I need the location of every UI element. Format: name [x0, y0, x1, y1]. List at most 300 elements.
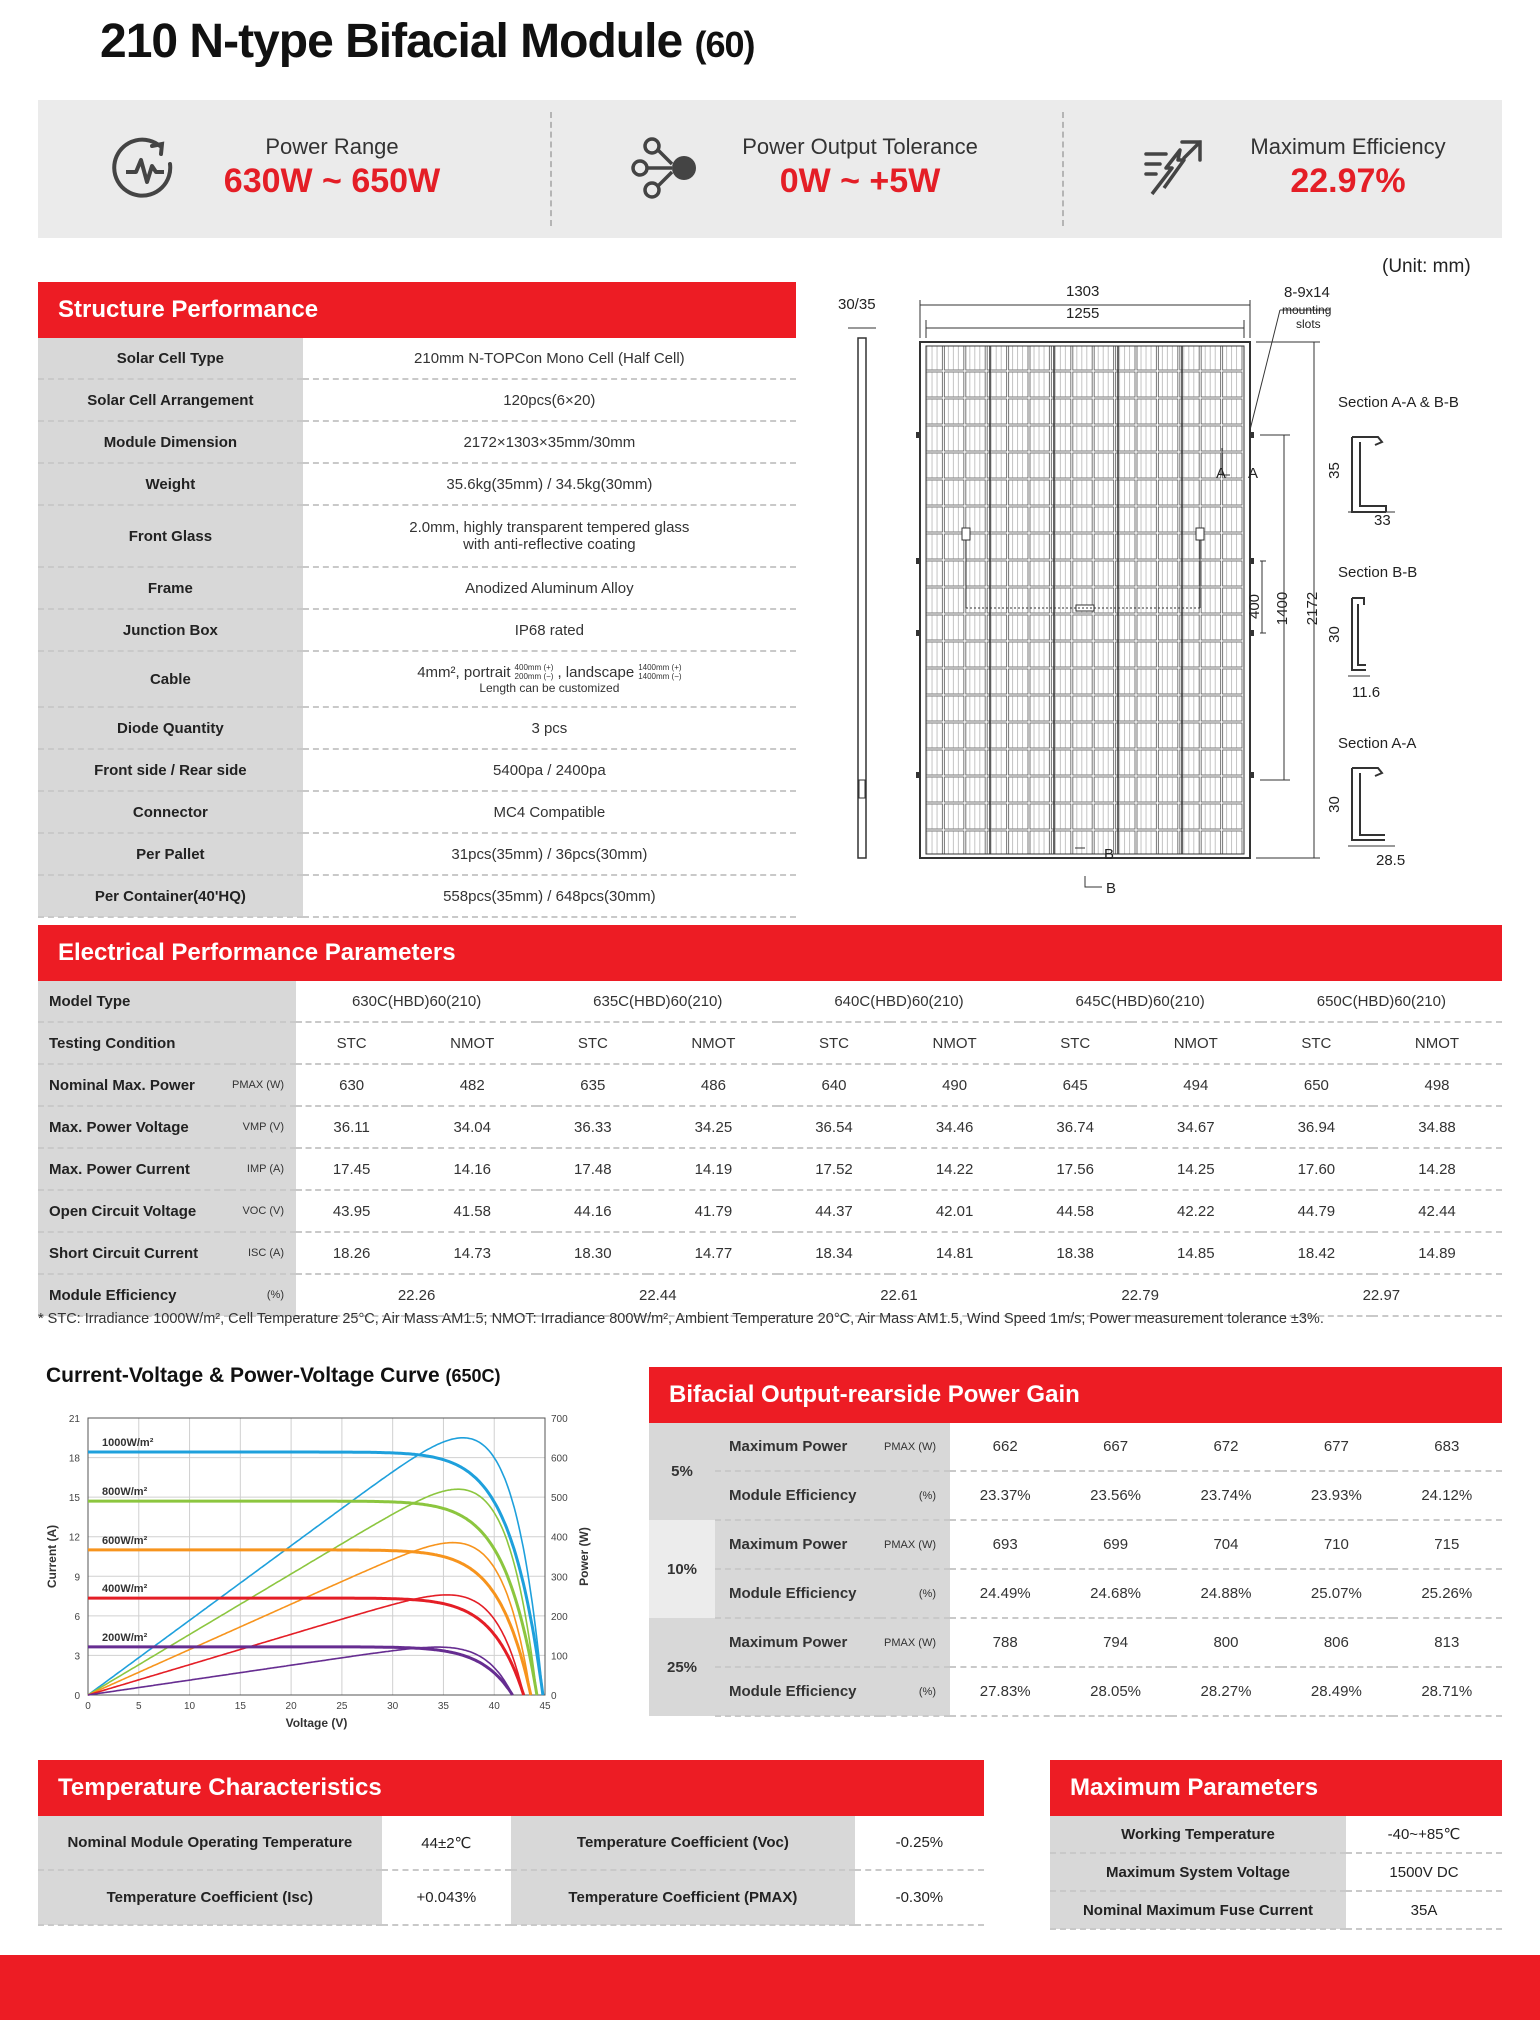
- gain-label: 5%: [649, 1423, 715, 1520]
- y-tick-label: 9: [74, 1572, 80, 1584]
- value-cell: 715: [1392, 1520, 1502, 1569]
- eff-cell: 22.26: [296, 1274, 537, 1316]
- row-value: 210mm N-TOPCon Mono Cell (Half Cell): [303, 338, 796, 379]
- side-dim-label: 30/35: [838, 296, 876, 313]
- value-cell: 34.88: [1372, 1106, 1502, 1148]
- chart-title-text: Current-Voltage & Power-Voltage Curve: [46, 1364, 440, 1387]
- value-cell: 800: [1171, 1618, 1281, 1667]
- row-unit: PMAX (W): [880, 1423, 950, 1471]
- table-row: [38, 1022, 1502, 1064]
- cond-cell: NMOT: [1131, 1022, 1261, 1064]
- temperature-header: Temperature Characteristics: [38, 1760, 984, 1816]
- section-height: 30: [1325, 626, 1343, 643]
- value-cell: 17.52: [778, 1148, 889, 1190]
- row-unit: IMP (A): [230, 1148, 296, 1190]
- kpi-tolerance: [550, 100, 1062, 238]
- pv-curve-3: [88, 1595, 524, 1695]
- value-cell: 788: [950, 1618, 1060, 1667]
- row-key: Weight: [38, 463, 303, 505]
- iv-curve-2: [88, 1550, 531, 1695]
- value-cell: 650: [1261, 1064, 1372, 1106]
- series-label: 200W/m²: [102, 1631, 148, 1644]
- table-row: [38, 707, 796, 749]
- value-cell: 43.95: [296, 1190, 407, 1232]
- series-label: 800W/m²: [102, 1486, 148, 1499]
- row-key: Frame: [38, 567, 303, 609]
- page-title: [100, 14, 755, 69]
- table-row: [1050, 1891, 1502, 1929]
- row-value: 31pcs(35mm) / 36pcs(30mm): [303, 833, 796, 875]
- cond-cell: NMOT: [890, 1022, 1020, 1064]
- value-cell: 23.74%: [1171, 1471, 1281, 1520]
- model-name: 650C(HBD)60(210): [1261, 981, 1502, 1022]
- height-mount-label: 1400: [1274, 591, 1292, 626]
- table-row: [38, 1148, 1502, 1190]
- eff-cell: 22.61: [778, 1274, 1019, 1316]
- row-key: Temperature Coefficient (Voc): [511, 1816, 855, 1870]
- cable-portrait-bottom: 200mm (−): [514, 672, 554, 681]
- model-name: 640C(HBD)60(210): [778, 981, 1019, 1022]
- chart-title: [46, 1364, 501, 1388]
- cond-cell: NMOT: [1372, 1022, 1502, 1064]
- section-mark-b: B: [1104, 846, 1115, 863]
- value-cell: 18.42: [1261, 1232, 1372, 1274]
- row-key: Cable: [38, 651, 303, 707]
- row-value: [303, 651, 796, 707]
- section-title: Section A-A: [1338, 735, 1417, 752]
- value-cell: 14.19: [648, 1148, 778, 1190]
- row-value: 3 pcs: [303, 707, 796, 749]
- x-tick-label: 40: [488, 1701, 500, 1712]
- row-value: 120pcs(6×20): [303, 379, 796, 421]
- table-row: [38, 1816, 984, 1870]
- value-cell: 704: [1171, 1520, 1281, 1569]
- row-key: Temperature Coefficient (Isc): [38, 1870, 382, 1925]
- table-row: [38, 791, 796, 833]
- table-row: [38, 981, 1502, 1022]
- y-tick-label: 18: [68, 1453, 80, 1465]
- cable-landscape-bottom: 1400mm (−): [638, 672, 682, 681]
- table-row: [38, 1870, 984, 1925]
- row-value: [303, 505, 796, 567]
- y-tick-label: 6: [74, 1611, 80, 1623]
- value-cell: 14.77: [648, 1232, 778, 1274]
- width-inner-label: 1255: [1066, 305, 1100, 322]
- row-value: 44±2℃: [382, 1816, 511, 1870]
- row-key: Maximum Power: [715, 1423, 880, 1471]
- y-axis-label: Current (A): [45, 1524, 59, 1589]
- efficiency-arrow-icon: [1142, 138, 1204, 198]
- value-cell: 25.26%: [1392, 1569, 1502, 1618]
- value-cell: 44.37: [778, 1190, 889, 1232]
- row-key: Module Efficiency: [715, 1667, 880, 1716]
- footnote: * STC: Irradiance 1000W/m², Cell Temperature 25°C, Air Mass AM1.5; NMOT: Irradiance 800W/m², Ambient Temperature 20°C, Air Mass AM1.5, Wind Speed 1m/s; Power measurement tolerance ±3%.: [38, 1311, 1324, 1327]
- table-row: [38, 421, 796, 463]
- power-pulse-icon: [112, 136, 178, 202]
- table-row: [38, 833, 796, 875]
- value-cell: 693: [950, 1520, 1060, 1569]
- cell-grid: [926, 346, 1244, 854]
- title-suffix: (60): [694, 24, 755, 65]
- maximum-header: Maximum Parameters: [1050, 1760, 1502, 1816]
- y-tick-label: 21: [68, 1414, 80, 1425]
- cond-cell: STC: [1261, 1022, 1372, 1064]
- slots-label: 8-9x14: [1284, 284, 1330, 301]
- row-key: Open Circuit Voltage: [38, 1190, 230, 1232]
- y2-tick-label: 600: [551, 1453, 568, 1465]
- section-title: Section B-B: [1338, 564, 1418, 581]
- side-connector: [859, 780, 865, 798]
- value-cell: 794: [1060, 1618, 1170, 1667]
- section-width: 33: [1374, 512, 1391, 529]
- section-mark-a: A: [1216, 465, 1227, 482]
- row-unit: VMP (V): [230, 1106, 296, 1148]
- value-cell: 672: [1171, 1423, 1281, 1471]
- cond-cell: STC: [1020, 1022, 1131, 1064]
- y2-tick-label: 300: [551, 1572, 568, 1584]
- value-cell: 662: [950, 1423, 1060, 1471]
- table-row: [38, 609, 796, 651]
- y2-tick-label: 200: [551, 1611, 568, 1623]
- value-cell: 630: [296, 1064, 407, 1106]
- value-cell: 494: [1131, 1064, 1261, 1106]
- row-key: Per Pallet: [38, 833, 303, 875]
- x-tick-label: 10: [183, 1701, 196, 1712]
- maximum-table: [1050, 1816, 1502, 1930]
- table-row: [1050, 1853, 1502, 1891]
- value-cell: 34.25: [648, 1106, 778, 1148]
- x-tick-label: 0: [85, 1701, 91, 1712]
- value-cell: 645: [1020, 1064, 1131, 1106]
- row-unit: [230, 1022, 296, 1064]
- row-key: Front Glass: [38, 505, 303, 567]
- value-cell: 14.81: [890, 1232, 1020, 1274]
- kpi-value: 0W ~ +5W: [779, 162, 941, 200]
- row-unit: ISC (A): [230, 1232, 296, 1274]
- structure-table: [38, 338, 796, 918]
- row-key: Nominal Maximum Fuse Current: [1050, 1891, 1346, 1929]
- width-outer-label: 1303: [1066, 283, 1100, 300]
- table-row: [649, 1618, 1502, 1667]
- model-name: 645C(HBD)60(210): [1020, 981, 1261, 1022]
- value-cell: 28.49%: [1281, 1667, 1391, 1716]
- row-key: Solar Cell Type: [38, 338, 303, 379]
- value-cell: 44.58: [1020, 1190, 1131, 1232]
- value-cell: 17.60: [1261, 1148, 1372, 1190]
- cable-portrait-top: 400mm (+): [514, 663, 554, 672]
- pv-curve-4: [88, 1647, 513, 1695]
- row-unit: (%): [230, 1274, 296, 1316]
- value-cell: 42.01: [890, 1190, 1020, 1232]
- value-cell: 24.49%: [950, 1569, 1060, 1618]
- bifacial-header: Bifacial Output-rearside Power Gain: [649, 1367, 1502, 1423]
- chart-title-suffix: (650C): [445, 1366, 501, 1386]
- y2-tick-label: 0: [551, 1691, 557, 1702]
- value-cell: 44.16: [537, 1190, 648, 1232]
- row-value: 558pcs(35mm) / 648pcs(30mm): [303, 875, 796, 917]
- table-row: [38, 338, 796, 379]
- row-key: Nominal Module Operating Temperature: [38, 1816, 382, 1870]
- value-cell: 677: [1281, 1423, 1391, 1471]
- row-value: 2172×1303×35mm/30mm: [303, 421, 796, 463]
- row-value: 35.6kg(35mm) / 34.5kg(30mm): [303, 463, 796, 505]
- row-key: Module Efficiency: [715, 1569, 880, 1618]
- table-row: [649, 1569, 1502, 1618]
- row-key: Testing Condition: [38, 1022, 230, 1064]
- section-height: 30: [1325, 796, 1343, 813]
- section-width: 11.6: [1352, 684, 1381, 701]
- height-total-label: 2172: [1304, 591, 1322, 626]
- value-cell: 640: [778, 1064, 889, 1106]
- cable-text: 4mm², portrait: [417, 663, 511, 681]
- value-cell: 24.88%: [1171, 1569, 1281, 1618]
- value-cell: 36.33: [537, 1106, 648, 1148]
- gain-label: 10%: [649, 1520, 715, 1618]
- model-name: 635C(HBD)60(210): [537, 981, 778, 1022]
- row-value: 1500V DC: [1346, 1853, 1502, 1891]
- table-row: [38, 1274, 1502, 1316]
- cable-note: Length can be customized: [479, 681, 620, 695]
- value-cell: 23.56%: [1060, 1471, 1170, 1520]
- x-axis-label: Voltage (V): [285, 1716, 348, 1730]
- row-value: Anodized Aluminum Alloy: [303, 567, 796, 609]
- table-row: [38, 651, 796, 707]
- value-cell: 710: [1281, 1520, 1391, 1569]
- table-row: [38, 749, 796, 791]
- row-unit: PMAX (W): [230, 1064, 296, 1106]
- table-row: [1050, 1816, 1502, 1853]
- electrical-header: Electrical Performance Parameters: [38, 925, 1502, 981]
- value-cell: 14.89: [1372, 1232, 1502, 1274]
- kpi-power-range: [38, 100, 550, 238]
- value-cell: 14.16: [407, 1148, 537, 1190]
- x-tick-label: 15: [234, 1701, 246, 1712]
- value-cell: 24.12%: [1392, 1471, 1502, 1520]
- module-drawing: [830, 280, 1520, 910]
- value-cell: 14.85: [1131, 1232, 1261, 1274]
- cond-cell: STC: [778, 1022, 889, 1064]
- row-key: Max. Power Voltage: [38, 1106, 230, 1148]
- row-unit: (%): [880, 1667, 950, 1716]
- value-cell: 23.93%: [1281, 1471, 1391, 1520]
- value-cell: 36.54: [778, 1106, 889, 1148]
- row-key: Module Dimension: [38, 421, 303, 463]
- table-row: [38, 1190, 1502, 1232]
- value-cell: 14.22: [890, 1148, 1020, 1190]
- y-tick-label: 15: [68, 1493, 80, 1505]
- value-cell: 18.34: [778, 1232, 889, 1274]
- model-name: 630C(HBD)60(210): [296, 981, 537, 1022]
- y-tick-label: 3: [74, 1651, 80, 1663]
- bifacial-table: [649, 1423, 1502, 1717]
- row-key: Maximum Power: [715, 1520, 880, 1569]
- value-cell: 806: [1281, 1618, 1391, 1667]
- node-connection-icon: [630, 136, 700, 200]
- electrical-table: [38, 981, 1502, 1317]
- row-key: Short Circuit Current: [38, 1232, 230, 1274]
- series-label: 600W/m²: [102, 1534, 148, 1547]
- x-tick-label: 30: [387, 1701, 399, 1712]
- section-mark-b: B: [1106, 880, 1117, 897]
- table-row: [649, 1667, 1502, 1716]
- row-value: MC4 Compatible: [303, 791, 796, 833]
- value-cell: 36.94: [1261, 1106, 1372, 1148]
- footer-band: [0, 1955, 1540, 2020]
- row-key: Module Efficiency: [38, 1274, 230, 1316]
- section-width: 28.5: [1376, 852, 1406, 869]
- value-cell: 813: [1392, 1618, 1502, 1667]
- x-tick-label: 20: [285, 1701, 297, 1712]
- cond-cell: NMOT: [407, 1022, 537, 1064]
- value-cell: 42.22: [1131, 1190, 1261, 1232]
- table-row: [38, 505, 796, 567]
- cond-cell: NMOT: [648, 1022, 778, 1064]
- table-row: [38, 1106, 1502, 1148]
- value-cell: 44.79: [1261, 1190, 1372, 1232]
- table-row: [38, 875, 796, 917]
- row-value: IP68 rated: [303, 609, 796, 651]
- table-row: [649, 1423, 1502, 1471]
- value-cell: 17.48: [537, 1148, 648, 1190]
- value-cell: 14.28: [1372, 1148, 1502, 1190]
- value-cell: 42.44: [1372, 1190, 1502, 1232]
- row-unit: [230, 981, 296, 1022]
- value-cell: 18.30: [537, 1232, 648, 1274]
- section-title: Section A-A & B-B: [1338, 394, 1459, 411]
- row-key: Diode Quantity: [38, 707, 303, 749]
- table-row: [649, 1471, 1502, 1520]
- row-value: -0.25%: [855, 1816, 984, 1870]
- table-row: [38, 1232, 1502, 1274]
- value-cell: 14.25: [1131, 1148, 1261, 1190]
- y2-tick-label: 100: [551, 1651, 568, 1663]
- junction-box: [962, 528, 970, 540]
- junction-box: [1196, 528, 1204, 540]
- unit-label: (Unit: mm): [1382, 256, 1471, 277]
- value-cell: 41.58: [407, 1190, 537, 1232]
- row-key: Temperature Coefficient (PMAX): [511, 1870, 855, 1925]
- value-cell: 36.74: [1020, 1106, 1131, 1148]
- eff-cell: 22.79: [1020, 1274, 1261, 1316]
- table-row: [38, 1064, 1502, 1106]
- series-label: 1000W/m²: [102, 1437, 154, 1450]
- x-tick-label: 5: [135, 1701, 142, 1712]
- row-key: Nominal Max. Power: [38, 1064, 230, 1106]
- row-key: Working Temperature: [1050, 1816, 1346, 1853]
- y-tick-label: 0: [74, 1691, 80, 1702]
- value-cell: 28.27%: [1171, 1667, 1281, 1716]
- table-row: [649, 1520, 1502, 1569]
- cond-cell: STC: [296, 1022, 407, 1064]
- table-row: [38, 379, 796, 421]
- value-cell: 17.45: [296, 1148, 407, 1190]
- row-key: Model Type: [38, 981, 230, 1022]
- row-key: Solar Cell Arrangement: [38, 379, 303, 421]
- row-value: -0.30%: [855, 1870, 984, 1925]
- iv-curve-4: [88, 1647, 513, 1695]
- value-cell: 486: [648, 1064, 778, 1106]
- slots-note: slots: [1296, 317, 1321, 331]
- cable-text-mid: , landscape: [557, 663, 635, 681]
- value-cell: 18.38: [1020, 1232, 1131, 1274]
- value-cell: 41.79: [648, 1190, 778, 1232]
- kpi-label: Power Range: [265, 134, 399, 159]
- row-unit: VOC (V): [230, 1190, 296, 1232]
- table-row: [38, 567, 796, 609]
- row-unit: (%): [880, 1569, 950, 1618]
- kpi-band: [38, 100, 1502, 238]
- row-unit: PMAX (W): [880, 1520, 950, 1569]
- y2-tick-label: 500: [551, 1493, 568, 1505]
- value-cell: 23.37%: [950, 1471, 1060, 1520]
- row-key: Connector: [38, 791, 303, 833]
- value-cell: 699: [1060, 1520, 1170, 1569]
- kpi-value: 22.97%: [1290, 162, 1406, 200]
- height-400-label: 400: [1246, 593, 1264, 620]
- row-value: +0.043%: [382, 1870, 511, 1925]
- value-cell: 28.71%: [1392, 1667, 1502, 1716]
- value-cell: 490: [890, 1064, 1020, 1106]
- section-mark-a: A: [1248, 465, 1259, 482]
- y2-tick-label: 400: [551, 1532, 568, 1544]
- structure-header: Structure Performance: [38, 282, 796, 338]
- row-unit: (%): [880, 1471, 950, 1520]
- y2-axis-label: Power (W): [577, 1527, 591, 1586]
- kpi-label: Maximum Efficiency: [1250, 134, 1446, 159]
- table-row: [38, 463, 796, 505]
- slots-note: mounting: [1282, 303, 1332, 317]
- kpi-efficiency: [1062, 100, 1502, 238]
- value-cell: 28.05%: [1060, 1667, 1170, 1716]
- row-key: Max. Power Current: [38, 1148, 230, 1190]
- value-cell: 498: [1372, 1064, 1502, 1106]
- iv-pv-chart: [40, 1400, 600, 1740]
- y-tick-label: 12: [68, 1532, 80, 1544]
- title-text: 210 N-type Bifacial Module: [100, 15, 683, 68]
- row-unit: PMAX (W): [880, 1618, 950, 1667]
- row-value: 5400pa / 2400pa: [303, 749, 796, 791]
- section-height: 35: [1325, 462, 1343, 479]
- value-cell: 27.83%: [950, 1667, 1060, 1716]
- temperature-table: [38, 1816, 984, 1926]
- row-key: Per Container(40'HQ): [38, 875, 303, 917]
- x-tick-label: 35: [437, 1701, 450, 1712]
- row-value-line1: 2.0mm, highly transparent tempered glass: [409, 519, 690, 536]
- row-value-line2: with anti-reflective coating: [463, 536, 636, 553]
- value-cell: 683: [1392, 1423, 1502, 1471]
- row-key: Module Efficiency: [715, 1471, 880, 1520]
- value-cell: 667: [1060, 1423, 1170, 1471]
- row-key: Maximum Power: [715, 1618, 880, 1667]
- row-value: 35A: [1346, 1891, 1502, 1929]
- value-cell: 36.11: [296, 1106, 407, 1148]
- value-cell: 34.04: [407, 1106, 537, 1148]
- row-value: -40~+85℃: [1346, 1816, 1502, 1853]
- cond-cell: STC: [537, 1022, 648, 1064]
- y2-tick-label: 700: [551, 1414, 568, 1425]
- value-cell: 34.67: [1131, 1106, 1261, 1148]
- row-key: Front side / Rear side: [38, 749, 303, 791]
- kpi-value: 630W ~ 650W: [223, 162, 441, 200]
- cable-landscape-top: 1400mm (+): [638, 663, 682, 672]
- value-cell: 17.56: [1020, 1148, 1131, 1190]
- value-cell: 635: [537, 1064, 648, 1106]
- value-cell: 24.68%: [1060, 1569, 1170, 1618]
- series-label: 400W/m²: [102, 1583, 148, 1596]
- value-cell: 25.07%: [1281, 1569, 1391, 1618]
- row-key: Junction Box: [38, 609, 303, 651]
- kpi-label: Power Output Tolerance: [742, 134, 978, 159]
